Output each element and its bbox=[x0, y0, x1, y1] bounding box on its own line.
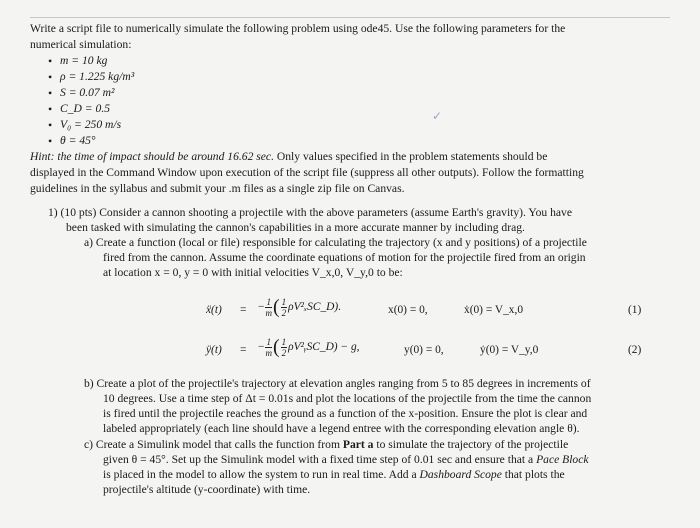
param-drag-coefficient: C_D = 0.5 bbox=[60, 102, 111, 115]
eq1-lhs: ẍ(t) bbox=[206, 304, 222, 316]
param-density: ρ = 1.225 kg/m³ bbox=[60, 70, 135, 83]
q1c-text: to simulate the trajectory of the projectile bbox=[373, 438, 569, 451]
eq1-number: (1) bbox=[628, 304, 642, 316]
intro-line-2: numerical simulation: bbox=[30, 38, 132, 51]
hint-text: Only values specified in the problem statements should be bbox=[273, 150, 548, 163]
q1c-text: is placed in the model to allow the system to run in real time. Add a bbox=[103, 468, 420, 481]
q1a-line-1: a) Create a function (local or file) responsible for calculating the trajectory (x and y positions) of a projectile bbox=[84, 236, 587, 249]
q1-line-1: 1) (10 pts) Consider a cannon shooting a projectile with the above parameters (assume Earth's gravity). You have bbox=[48, 206, 572, 219]
q1c-line-4: projectile's altitude (y-coordinate) with time. bbox=[103, 483, 311, 496]
eq2-equals: = bbox=[240, 344, 247, 356]
param-area: S = 0.07 m² bbox=[60, 86, 115, 99]
q1c-part-ref: Part a bbox=[342, 438, 374, 451]
q1c-line-1 bbox=[84, 438, 568, 452]
eq2-initial-position: y(0) = 0, bbox=[404, 344, 444, 356]
q1c-pace-block: Pace Block bbox=[536, 453, 589, 466]
q1c-line-2 bbox=[103, 453, 589, 467]
eq1-initial-position: x(0) = 0, bbox=[388, 304, 428, 316]
bullet-icon: • bbox=[48, 70, 53, 84]
q1c-text: given θ = 45°. Set up the Simulink model with a fixed time step of 0.01 sec and ensure that a bbox=[103, 453, 537, 466]
eq2-rhs: − $\frac{1}{m}$ ( $\frac{1}{2}$ ρV²ᵧSC_D) − g, bbox=[258, 336, 360, 358]
hint-line-2: displayed in the Command Window upon execution of the script file (suppress all other outputs). Follow the formatting bbox=[30, 166, 584, 179]
eq1-equals: = bbox=[240, 304, 247, 316]
eq1-rhs: − $\frac{1}{m}$ ( $\frac{1}{2}$ ρV²ₓSC_D). bbox=[258, 296, 342, 318]
eq2-rhs-expr: ρV²ᵧSC_D) − g, bbox=[288, 341, 360, 354]
q1c-dashboard-scope: Dashboard Scope bbox=[419, 468, 502, 481]
eq1-initial-velocity: ẋ(0) = V_x,0 bbox=[464, 304, 524, 316]
q1c-line-3 bbox=[103, 468, 565, 482]
bullet-icon: • bbox=[48, 118, 53, 132]
eq2-number: (2) bbox=[628, 344, 642, 356]
param-initial-velocity: V₀ = 250 m/s bbox=[60, 118, 122, 131]
q1b-line-1: b) Create a plot of the projectile's trajectory at elevation angles ranging from 5 to 85 degrees in increments of bbox=[84, 377, 591, 390]
bullet-icon: • bbox=[48, 54, 53, 68]
eq1-rhs-expr: ρV²ₓSC_D). bbox=[288, 301, 342, 314]
q1c-text: c) Create a Simulink model that calls the function from bbox=[84, 438, 343, 451]
bullet-icon: • bbox=[48, 102, 53, 116]
eq2-lhs: ÿ(t) bbox=[206, 344, 222, 356]
hint-line-1 bbox=[30, 150, 547, 164]
hint-line-3: guidelines in the syllabus and submit your .m files as a single zip file on Canvas. bbox=[30, 182, 405, 195]
q1b-line-3: is fired until the projectile reaches the ground as a function of the x-position. Ensure the plot is clear and bbox=[103, 407, 588, 420]
q1a-line-2: fired from the cannon. Assume the coordinate equations of motion for the projectile fired from an origin bbox=[103, 251, 586, 264]
q1a-line-3: at location x = 0, y = 0 with initial velocities V_x,0, V_y,0 to be: bbox=[103, 266, 403, 279]
q1b-line-4: labeled appropriately (each line should have a legend entree with the corresponding elevation angle θ). bbox=[103, 422, 580, 435]
q1-line-2: been tasked with simulating the cannon's capabilities in a more accurate manner by including drag. bbox=[66, 221, 525, 234]
top-divider bbox=[30, 17, 670, 18]
param-angle: θ = 45° bbox=[60, 134, 96, 147]
q1b-line-2: 10 degrees. Use a time step of Δt = 0.01s and plot the locations of the projectile from the time the cannon bbox=[103, 392, 592, 405]
hint-label: Hint: the time of impact should be around 16.62 sec. bbox=[30, 150, 274, 163]
intro-line-1: Write a script file to numerically simulate the following problem using ode45. Use the following parameters for the bbox=[30, 22, 566, 35]
bullet-icon: • bbox=[48, 134, 53, 148]
param-mass: m = 10 kg bbox=[60, 54, 108, 67]
bullet-icon: • bbox=[48, 86, 53, 100]
eq2-initial-velocity: ẏ(0) = V_y,0 bbox=[480, 344, 539, 356]
q1c-text: that plots the bbox=[501, 468, 565, 481]
checkmark-icon: ✓ bbox=[432, 109, 443, 123]
